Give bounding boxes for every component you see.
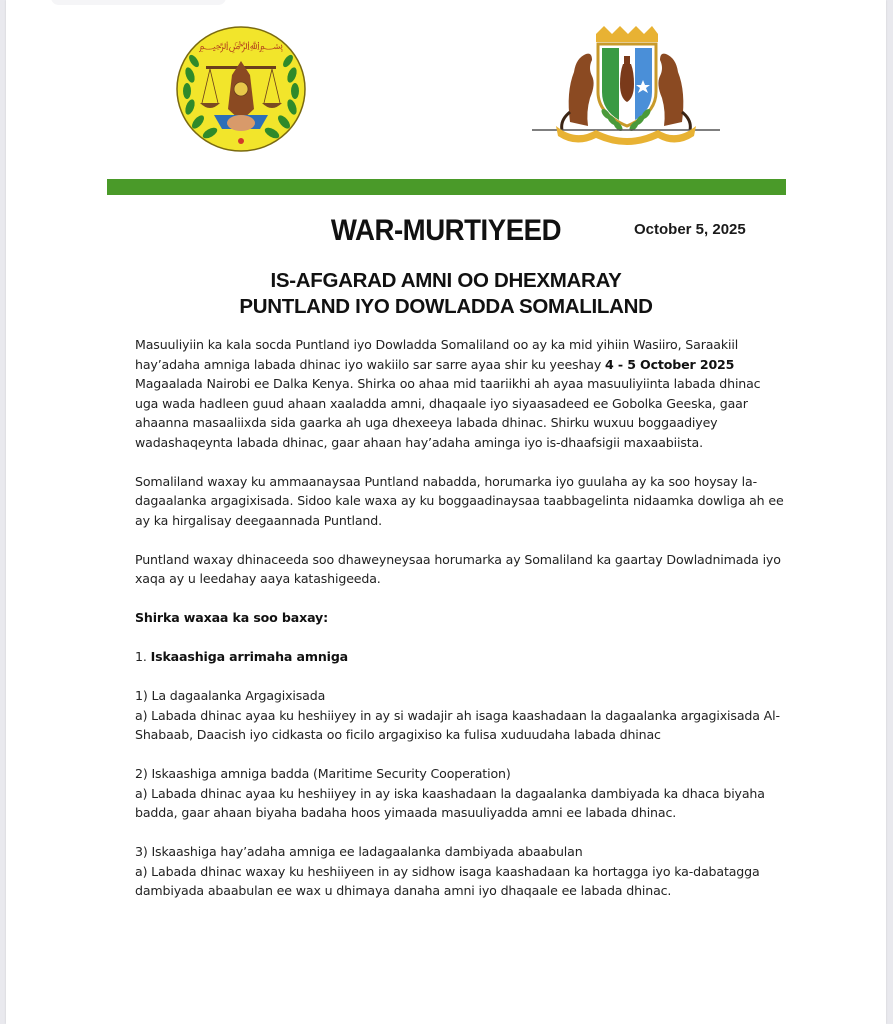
header-divider <box>107 179 786 195</box>
paragraph-puntland-welcome: Puntland waxay dhinaceeda soo dhaweyneysaa horumarka ay Somaliland ka gaartay Dowladnimada iyo xaqa ay u leedahay aaya katashigeeda. <box>135 551 781 586</box>
intro-text-end: Magaalada Nairobi ee Dalka Kenya. Shirka oo ahaa mid taariikhi ah ayaa masuuliyiinta labada dhinac uga wada hadleen guud ahaan xaaladda amni, dhaqaale iyo siyaasadeed ee Gobolka Geeska, gaar ahaanna masaaliixda sida gaarka ah uga dhexeeya labada dhinac. Shirku wuxuu boggaadiyey wadashaqeynta labada dhinac, gaar ahaan hay’adaha aminga iyo is-dhaafsigii maxaabiista. <box>135 376 761 450</box>
document-subtitle <box>6 268 886 320</box>
document-page <box>6 0 886 1024</box>
section-number: 1. <box>135 649 147 664</box>
meeting-dates: 4 - 5 October 2025 <box>605 356 735 372</box>
intro-paragraph <box>135 335 785 452</box>
somaliland-emblem-icon <box>174 25 308 153</box>
outcomes-heading <box>135 608 785 628</box>
svg-text:﷽: ﷽ <box>198 39 284 52</box>
subtitle-line-2: PUNTLAND IYO DOWLADDA SOMALILAND <box>239 295 653 318</box>
outcome-item-heading: 1) La dagaalanka Argagixisada <box>135 688 326 703</box>
subtitle-line-1: IS-AFGARAD AMNI OO DHEXMARAY <box>270 269 622 292</box>
outcome-item-text: a) Labada dhinac ayaa ku heshiiyey in ay iska kaashadaan la dagaalanka dambiyada ka dhaca biyaha badda, gaar ahaan biyaha badaha hoos yimaada masuuliyadda amni ee labada dhinac. <box>135 785 765 820</box>
document-date: October 5, 2025 <box>634 221 746 238</box>
outcome-item <box>135 842 785 901</box>
document-title: WAR-MURTIYEED <box>330 214 562 247</box>
intro-text-start: Masuuliyiin ka kala socda Puntland iyo Dowladda Somaliland oo ay ka mid yihiin Wasiiro, Saraakiil hay’adaha amniga labada dhinac iyo wakiilo sar sarre ayaa shir ku yeeshay <box>135 337 739 372</box>
paragraph-somaliland-praise: Somaliland waxay ku ammaanaysaa Puntland nabadda, horumarka iyo guulaha ay ka soo hoysay la-dagaalanka argagixisada. Sidoo kale waxa ay ku boggaadinaysaa taabbagelinta nidaamka dowliga ah ee ay ka hirgalisay deegaannada Puntland. <box>135 473 784 528</box>
outcome-item <box>135 764 785 823</box>
puntland-coat-of-arms-icon <box>526 22 726 148</box>
section-1-heading <box>135 647 785 667</box>
section-title: Iskaashiga arrimaha amniga <box>150 649 349 664</box>
outcomes-heading-text: Shirka waxaa ka soo baxay: <box>135 610 328 625</box>
outcome-item-heading: 2) Iskaashiga amniga badda (Maritime Security Cooperation) <box>135 766 511 781</box>
outcome-item-text: a) Labada dhinac waxay ku heshiiyeen in ay sidhow isaga kaashadaan ka hortagga iyo ka-dabatagga dambiyada abaabulan ee wax u dhimaya danaha amni iyo dhaqaale ee labada dhinac. <box>135 863 760 898</box>
outcome-item-heading: 3) Iskaashiga hay’adaha amniga ee ladagaalanka dambiyada abaabulan <box>135 844 583 859</box>
outcome-item <box>135 686 785 745</box>
document-body <box>135 335 785 920</box>
outcome-item-text: a) Labada dhinac ayaa ku heshiiyey in ay si wadajir ah isaga kaashadaan la dagaalanka argagixisada Al-Shabaab, Daacish iyo cidkasta oo ficilo argagixiso ka fulisa xuduudaha labada dhinac <box>135 707 780 742</box>
top-bar-remnant <box>51 0 226 5</box>
